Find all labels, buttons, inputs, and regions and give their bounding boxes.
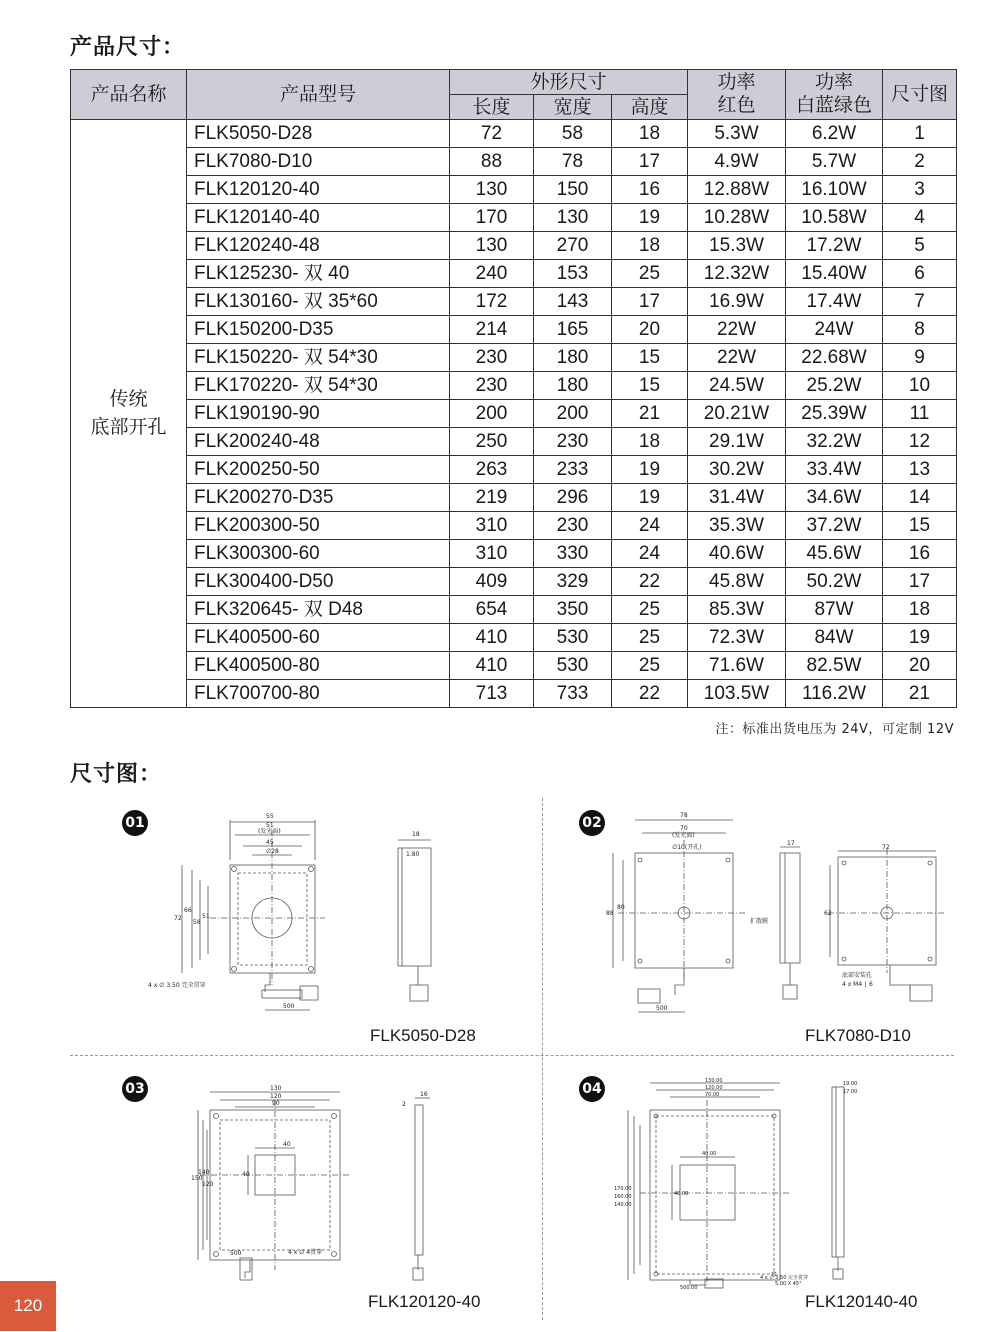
cell-model: FLK320645- 双 D48 bbox=[187, 596, 450, 624]
cell-power-red: 29.1W bbox=[688, 428, 786, 456]
cell-height: 21 bbox=[612, 400, 688, 428]
cell-power-other: 25.2W bbox=[786, 372, 883, 400]
dim-holes-4: 4 x ∅ 3.50 完全贯穿 bbox=[760, 1275, 808, 1281]
cell-power-red: 72.3W bbox=[688, 624, 786, 652]
cell-length: 713 bbox=[450, 680, 534, 708]
table-row bbox=[71, 120, 957, 148]
dim-w72: 72 bbox=[882, 844, 890, 851]
drawing-badge-02: 02 bbox=[579, 810, 605, 836]
cell-power-red: 35.3W bbox=[688, 512, 786, 540]
dim-h170: 170.00 bbox=[614, 1186, 632, 1192]
dim-t2: 2 bbox=[402, 1101, 406, 1108]
dim-h51: 51 bbox=[202, 913, 210, 920]
cell-power-other: 45.6W bbox=[786, 540, 883, 568]
cell-power-other: 5.7W bbox=[786, 148, 883, 176]
cell-fig: 8 bbox=[883, 316, 957, 344]
drawing-caption-01: FLK5050-D28 bbox=[370, 1026, 476, 1045]
drawing-divider-vertical bbox=[542, 798, 543, 1320]
cell-height: 25 bbox=[612, 652, 688, 680]
table-row bbox=[71, 316, 957, 344]
cell-width: 78 bbox=[534, 148, 612, 176]
cell-power-other: 82.5W bbox=[786, 652, 883, 680]
cell-power-red: 103.5W bbox=[688, 680, 786, 708]
dim-t18: 18 bbox=[412, 831, 420, 838]
page-number: 120 bbox=[0, 1281, 56, 1331]
cell-length: 410 bbox=[450, 624, 534, 652]
header-length: 长度 bbox=[450, 95, 534, 120]
dim-t19: 19.00 bbox=[843, 1081, 858, 1087]
table-row bbox=[71, 596, 957, 624]
cell-model: FLK125230- 双 40 bbox=[187, 260, 450, 288]
dim-w51: 51 bbox=[266, 822, 274, 829]
dim-w120: 120 bbox=[270, 1093, 282, 1100]
cell-fig: 2 bbox=[883, 148, 957, 176]
cell-length: 88 bbox=[450, 148, 534, 176]
cell-length: 219 bbox=[450, 484, 534, 512]
cell-width: 329 bbox=[534, 568, 612, 596]
cell-fig: 9 bbox=[883, 344, 957, 372]
dim-lit-2: (发光面) bbox=[672, 832, 695, 839]
cell-power-red: 24.5W bbox=[688, 372, 786, 400]
cell-fig: 13 bbox=[883, 456, 957, 484]
cell-model: FLK120120-40 bbox=[187, 176, 450, 204]
cell-fig: 3 bbox=[883, 176, 957, 204]
cell-height: 16 bbox=[612, 176, 688, 204]
cell-fig: 10 bbox=[883, 372, 957, 400]
cell-model: FLK300400-D50 bbox=[187, 568, 450, 596]
cell-power-other: 6.2W bbox=[786, 120, 883, 148]
cell-fig: 7 bbox=[883, 288, 957, 316]
cell-power-red: 15.3W bbox=[688, 232, 786, 260]
cell-height: 19 bbox=[612, 204, 688, 232]
table-row bbox=[71, 568, 957, 596]
header-height: 高度 bbox=[612, 95, 688, 120]
dim-holes-3: 4 x ∅ 4贯穿 bbox=[288, 1249, 323, 1256]
cell-model: FLK200270-D35 bbox=[187, 484, 450, 512]
cell-length: 230 bbox=[450, 344, 534, 372]
dim-h40: 40 bbox=[242, 1171, 250, 1178]
dim-cable-4: 500.00 bbox=[680, 1285, 698, 1290]
cell-fig: 17 bbox=[883, 568, 957, 596]
cell-height: 25 bbox=[612, 260, 688, 288]
table-row bbox=[71, 428, 957, 456]
cell-width: 58 bbox=[534, 120, 612, 148]
cell-width: 130 bbox=[534, 204, 612, 232]
dim-d28: ∅28 bbox=[266, 848, 279, 855]
cell-length: 170 bbox=[450, 204, 534, 232]
table-row bbox=[71, 512, 957, 540]
dim-w40: 40 bbox=[283, 1141, 291, 1148]
header-power-red-l2: 红色 bbox=[717, 94, 756, 116]
cell-length: 200 bbox=[450, 400, 534, 428]
cell-power-other: 33.4W bbox=[786, 456, 883, 484]
drawing-flk5050-d28 bbox=[140, 800, 470, 1020]
cell-length: 72 bbox=[450, 120, 534, 148]
header-model: 产品型号 bbox=[187, 70, 450, 120]
cell-length: 172 bbox=[450, 288, 534, 316]
section-title-product-size: 产品尺寸： bbox=[70, 35, 186, 60]
cell-length: 310 bbox=[450, 540, 534, 568]
dim-t17-4: 17.00 bbox=[843, 1089, 858, 1095]
cell-power-other: 32.2W bbox=[786, 428, 883, 456]
cell-height: 19 bbox=[612, 456, 688, 484]
cell-width: 733 bbox=[534, 680, 612, 708]
cell-length: 410 bbox=[450, 652, 534, 680]
dim-w45: 45 bbox=[266, 839, 274, 846]
cell-fig: 15 bbox=[883, 512, 957, 540]
dim-w130: 130 bbox=[270, 1085, 282, 1092]
cell-height: 15 bbox=[612, 372, 688, 400]
dim-holes: 4 x ∅ 3.50 完全贯穿 bbox=[148, 982, 206, 989]
spec-table bbox=[70, 69, 957, 708]
cell-model: FLK130160- 双 35*60 bbox=[187, 288, 450, 316]
cell-model: FLK700700-80 bbox=[187, 680, 450, 708]
dim-cable: 500 bbox=[283, 1003, 295, 1010]
drawing-flk7080-d10 bbox=[590, 805, 950, 1020]
cell-fig: 19 bbox=[883, 624, 957, 652]
cell-model: FLK200240-48 bbox=[187, 428, 450, 456]
cell-power-red: 31.4W bbox=[688, 484, 786, 512]
cell-length: 263 bbox=[450, 456, 534, 484]
cell-model: FLK190190-90 bbox=[187, 400, 450, 428]
cell-power-other: 34.6W bbox=[786, 484, 883, 512]
drawing-divider-horizontal bbox=[70, 1055, 954, 1056]
dim-h140: 140.00 bbox=[614, 1202, 632, 1208]
cell-width: 350 bbox=[534, 596, 612, 624]
header-width: 宽度 bbox=[534, 95, 612, 120]
cell-length: 130 bbox=[450, 176, 534, 204]
dim-cable-2: 500 bbox=[656, 1005, 668, 1012]
cell-power-red: 10.28W bbox=[688, 204, 786, 232]
cell-height: 15 bbox=[612, 344, 688, 372]
cell-width: 165 bbox=[534, 316, 612, 344]
cell-fig: 12 bbox=[883, 428, 957, 456]
dim-diffuser: 扩散膜 bbox=[750, 918, 769, 925]
dim-w120-4: 120.00 bbox=[705, 1085, 723, 1091]
dim-sq: 40.00 bbox=[702, 1151, 717, 1157]
dim-h88: 88 bbox=[606, 910, 614, 917]
cell-power-red: 4.9W bbox=[688, 148, 786, 176]
cell-width: 270 bbox=[534, 232, 612, 260]
cell-height: 24 bbox=[612, 512, 688, 540]
cell-fig: 20 bbox=[883, 652, 957, 680]
header-power-other-l1: 功率 bbox=[814, 71, 853, 93]
dim-h160: 160.00 bbox=[614, 1194, 632, 1200]
cell-width: 200 bbox=[534, 400, 612, 428]
dim-cable-3: 500 bbox=[230, 1250, 242, 1257]
drawing-caption-04: FLK120140-40 bbox=[805, 1292, 918, 1311]
cell-power-other: 10.58W bbox=[786, 204, 883, 232]
category-line2: 底部开孔 bbox=[90, 416, 167, 438]
cell-power-red: 20.21W bbox=[688, 400, 786, 428]
cell-length: 240 bbox=[450, 260, 534, 288]
drawing-badge-03: 03 bbox=[122, 1076, 148, 1102]
drawing-outline bbox=[230, 865, 315, 973]
dim-t180: 1.80 bbox=[406, 851, 420, 858]
drawing-badge-04: 04 bbox=[579, 1076, 605, 1102]
dim-w55: 55 bbox=[266, 813, 274, 820]
dim-w70-4: 70.00 bbox=[705, 1092, 720, 1098]
table-row bbox=[71, 288, 957, 316]
cell-power-other: 50.2W bbox=[786, 568, 883, 596]
cell-fig: 5 bbox=[883, 232, 957, 260]
cell-power-red: 22W bbox=[688, 316, 786, 344]
table-row bbox=[71, 232, 957, 260]
dim-mount-holes: 底部安装孔 bbox=[842, 972, 873, 979]
cell-height: 24 bbox=[612, 540, 688, 568]
cell-fig: 14 bbox=[883, 484, 957, 512]
cell-power-other: 37.2W bbox=[786, 512, 883, 540]
cell-power-other: 24W bbox=[786, 316, 883, 344]
cell-power-red: 85.3W bbox=[688, 596, 786, 624]
cell-width: 153 bbox=[534, 260, 612, 288]
cell-fig: 4 bbox=[883, 204, 957, 232]
spec-table-body bbox=[71, 120, 957, 708]
section-title-drawings: 尺寸图： bbox=[70, 762, 163, 787]
table-row bbox=[71, 400, 957, 428]
table-row bbox=[71, 652, 957, 680]
cell-model: FLK150200-D35 bbox=[187, 316, 450, 344]
cell-fig: 11 bbox=[883, 400, 957, 428]
header-power-red-l1: 功率 bbox=[717, 71, 756, 93]
cell-length: 250 bbox=[450, 428, 534, 456]
drawing-badge-01: 01 bbox=[122, 810, 148, 836]
cell-fig: 21 bbox=[883, 680, 957, 708]
drawing-flk120120-40 bbox=[190, 1080, 450, 1285]
cell-width: 143 bbox=[534, 288, 612, 316]
category-line1: 传统 bbox=[109, 388, 148, 410]
cell-power-red: 45.8W bbox=[688, 568, 786, 596]
cell-width: 296 bbox=[534, 484, 612, 512]
cell-width: 530 bbox=[534, 624, 612, 652]
cell-fig: 18 bbox=[883, 596, 957, 624]
cell-model: FLK200300-50 bbox=[187, 512, 450, 540]
cell-width: 180 bbox=[534, 372, 612, 400]
cell-power-red: 16.9W bbox=[688, 288, 786, 316]
cell-power-other: 25.39W bbox=[786, 400, 883, 428]
drawing-flk120140-40 bbox=[610, 1075, 890, 1290]
table-row bbox=[71, 372, 957, 400]
header-name: 产品名称 bbox=[71, 70, 187, 120]
cell-height: 18 bbox=[612, 120, 688, 148]
cell-power-red: 71.6W bbox=[688, 652, 786, 680]
header-power-other bbox=[786, 70, 883, 120]
dim-h120: 120 bbox=[202, 1181, 214, 1188]
cell-height: 22 bbox=[612, 680, 688, 708]
cell-width: 230 bbox=[534, 428, 612, 456]
cell-power-other: 15.40W bbox=[786, 260, 883, 288]
cell-fig: 6 bbox=[883, 260, 957, 288]
table-row bbox=[71, 456, 957, 484]
drawing-outline bbox=[650, 1110, 780, 1280]
cell-power-other: 17.4W bbox=[786, 288, 883, 316]
cell-height: 19 bbox=[612, 484, 688, 512]
table-row bbox=[71, 176, 957, 204]
cell-height: 18 bbox=[612, 428, 688, 456]
cell-height: 25 bbox=[612, 596, 688, 624]
cell-power-other: 16.10W bbox=[786, 176, 883, 204]
cell-width: 530 bbox=[534, 652, 612, 680]
cell-power-red: 30.2W bbox=[688, 456, 786, 484]
dim-w78: 78 bbox=[680, 812, 688, 819]
cell-length: 654 bbox=[450, 596, 534, 624]
dim-h66: 66 bbox=[184, 907, 192, 914]
table-row bbox=[71, 484, 957, 512]
cell-model: FLK200250-50 bbox=[187, 456, 450, 484]
header-outer-size: 外形尺寸 bbox=[450, 70, 688, 95]
cell-width: 180 bbox=[534, 344, 612, 372]
dim-w130-4: 130.00 bbox=[705, 1078, 723, 1084]
cell-width: 233 bbox=[534, 456, 612, 484]
cell-model: FLK170220- 双 54*30 bbox=[187, 372, 450, 400]
cell-model: FLK300300-60 bbox=[187, 540, 450, 568]
cell-model: FLK120140-40 bbox=[187, 204, 450, 232]
cell-height: 17 bbox=[612, 148, 688, 176]
cell-height: 20 bbox=[612, 316, 688, 344]
cell-height: 17 bbox=[612, 288, 688, 316]
cell-height: 18 bbox=[612, 232, 688, 260]
cell-power-other: 22.68W bbox=[786, 344, 883, 372]
table-row bbox=[71, 260, 957, 288]
table-row bbox=[71, 148, 957, 176]
cell-model: FLK7080-D10 bbox=[187, 148, 450, 176]
dim-w90: 90 bbox=[272, 1100, 280, 1107]
dim-m4: 4 x M4 ∣ 6 bbox=[842, 981, 873, 988]
dim-t16: 16 bbox=[420, 1091, 428, 1098]
dim-h80: 80 bbox=[617, 904, 625, 911]
drawing-caption-02: FLK7080-D10 bbox=[805, 1026, 911, 1045]
table-row bbox=[71, 204, 957, 232]
dim-sq-h: 40.00 bbox=[674, 1191, 689, 1197]
cell-power-other: 116.2W bbox=[786, 680, 883, 708]
table-row bbox=[71, 344, 957, 372]
cell-fig: 16 bbox=[883, 540, 957, 568]
cell-height: 25 bbox=[612, 624, 688, 652]
header-power-other-l2: 白蓝绿色 bbox=[795, 94, 872, 116]
cell-model: FLK150220- 双 54*30 bbox=[187, 344, 450, 372]
cell-length: 230 bbox=[450, 372, 534, 400]
dim-slot: 5.00 X 45° bbox=[775, 1281, 802, 1287]
cell-length: 409 bbox=[450, 568, 534, 596]
header-power-red bbox=[688, 70, 786, 120]
table-row bbox=[71, 624, 957, 652]
cell-length: 130 bbox=[450, 232, 534, 260]
cell-fig: 1 bbox=[883, 120, 957, 148]
dim-d10: ∅10(开孔) bbox=[672, 844, 702, 851]
cell-power-red: 12.88W bbox=[688, 176, 786, 204]
dim-h140: 140 bbox=[198, 1169, 210, 1176]
voltage-note: 注：标准出货电压为 24V，可定制 12V bbox=[715, 722, 954, 737]
category-cell bbox=[71, 120, 187, 708]
cell-width: 230 bbox=[534, 512, 612, 540]
cell-width: 150 bbox=[534, 176, 612, 204]
cell-width: 330 bbox=[534, 540, 612, 568]
dim-w70: 70 bbox=[680, 825, 688, 832]
cell-model: FLK400500-80 bbox=[187, 652, 450, 680]
cell-power-red: 22W bbox=[688, 344, 786, 372]
cell-length: 310 bbox=[450, 512, 534, 540]
cell-height: 22 bbox=[612, 568, 688, 596]
cell-power-red: 40.6W bbox=[688, 540, 786, 568]
table-row bbox=[71, 540, 957, 568]
cell-power-other: 17.2W bbox=[786, 232, 883, 260]
cell-power-red: 12.32W bbox=[688, 260, 786, 288]
cell-model: FLK5050-D28 bbox=[187, 120, 450, 148]
dim-h150: 150 bbox=[191, 1175, 203, 1182]
table-row bbox=[71, 680, 957, 708]
cell-power-other: 87W bbox=[786, 596, 883, 624]
header-drawing: 尺寸图 bbox=[883, 70, 957, 120]
dim-lit: (发光面) bbox=[258, 828, 281, 835]
cell-length: 214 bbox=[450, 316, 534, 344]
drawing-caption-03: FLK120120-40 bbox=[368, 1292, 481, 1311]
cell-power-other: 84W bbox=[786, 624, 883, 652]
dim-h62: 62 bbox=[824, 910, 832, 917]
dim-t17: 17 bbox=[787, 840, 795, 847]
cell-model: FLK120240-48 bbox=[187, 232, 450, 260]
dim-h72: 72 bbox=[174, 915, 182, 922]
dim-h58: 58 bbox=[193, 919, 201, 926]
cell-power-red: 5.3W bbox=[688, 120, 786, 148]
cell-model: FLK400500-60 bbox=[187, 624, 450, 652]
